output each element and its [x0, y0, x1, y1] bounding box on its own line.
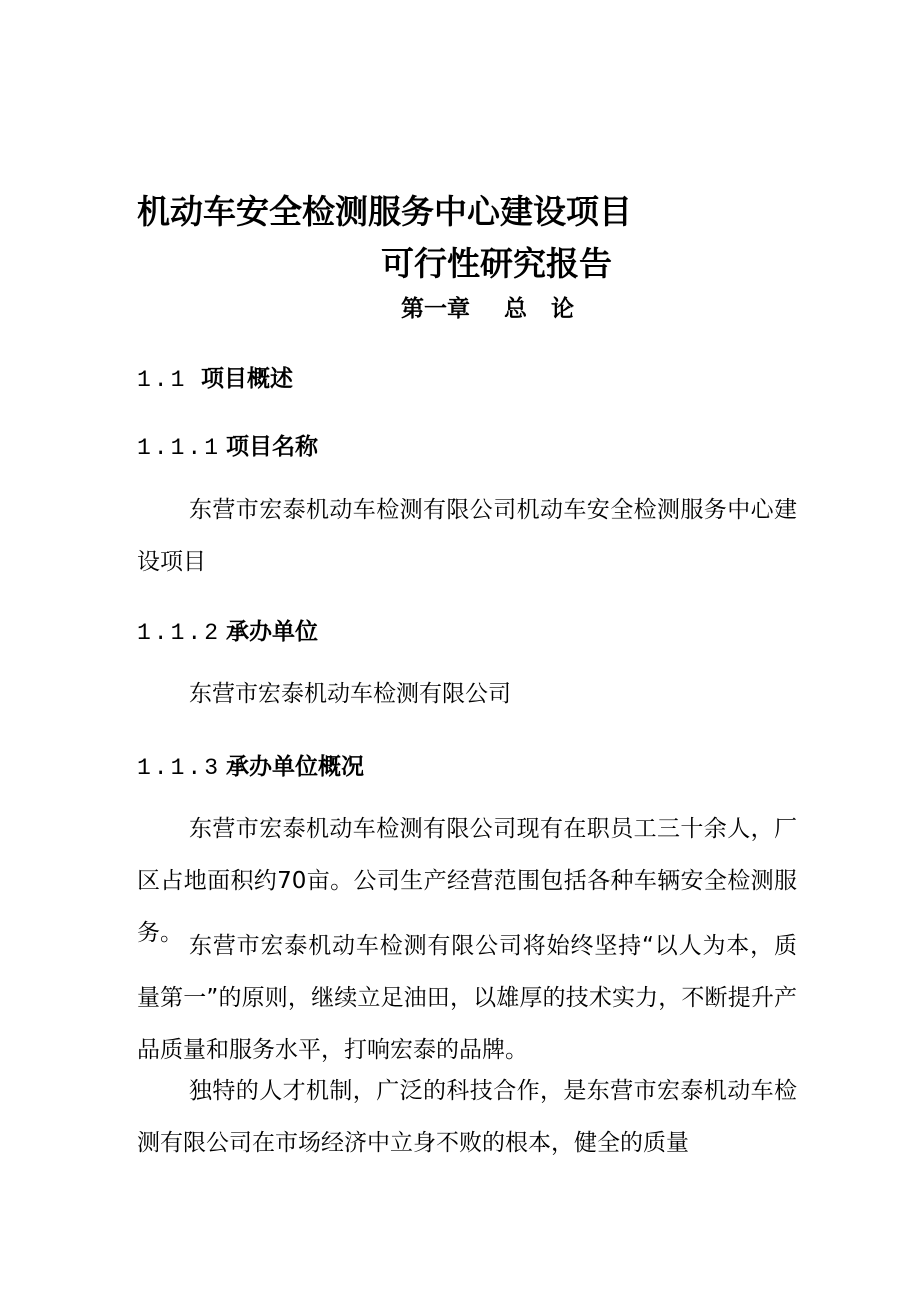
section-number: 1.1 — [137, 367, 188, 393]
document-title: 机动车安全检测服务中心建设项目 — [137, 192, 632, 231]
section-title: 项目名称 — [226, 434, 318, 460]
section-heading-1-1-1 — [137, 428, 318, 461]
section-heading-1-1-3 — [137, 748, 364, 781]
section-number: 1.1.1 — [137, 435, 222, 461]
paragraph-overview-3: 独特的人才机制，广泛的科技合作，是东营市宏泰机动车检测有限公司在市场经济中立身不败的根本，健全的质量 — [137, 1078, 797, 1156]
chapter-label: 第一章 — [401, 296, 470, 322]
section-title: 承办单位概况 — [226, 754, 364, 780]
section-heading-1-1 — [137, 360, 293, 393]
section-number: 1.1.2 — [137, 620, 222, 646]
paragraph-organizer: 东营市宏泰机动车检测有限公司 — [189, 681, 511, 707]
section-title: 承办单位 — [226, 619, 318, 645]
paragraph-project-name: 东营市宏泰机动车检测有限公司机动车安全检测服务中心建设项目 — [137, 497, 797, 575]
chapter-word-2: 论 — [551, 296, 574, 322]
section-title: 项目概述 — [201, 366, 293, 392]
paragraph-overview-2: 东营市宏泰机动车检测有限公司将始终坚持“以人为本，质量第一”的原则，继续立足油田，以雄厚的技术实力，不断提升产品质量和服务水平，打响宏泰的品牌。 — [137, 933, 797, 1063]
section-number: 1.1.3 — [137, 755, 222, 781]
chapter-word-1: 总 — [504, 296, 527, 322]
document-subtitle: 可行性研究报告 — [381, 244, 612, 283]
paragraph-overview-1: 东营市宏泰机动车检测有限公司现有在职员工三十余人，厂区占地面积约70亩。公司生产经营范围包括各种车辆安全检测服务。 — [137, 816, 797, 946]
chapter-heading — [401, 290, 574, 323]
section-heading-1-1-2 — [137, 613, 318, 646]
